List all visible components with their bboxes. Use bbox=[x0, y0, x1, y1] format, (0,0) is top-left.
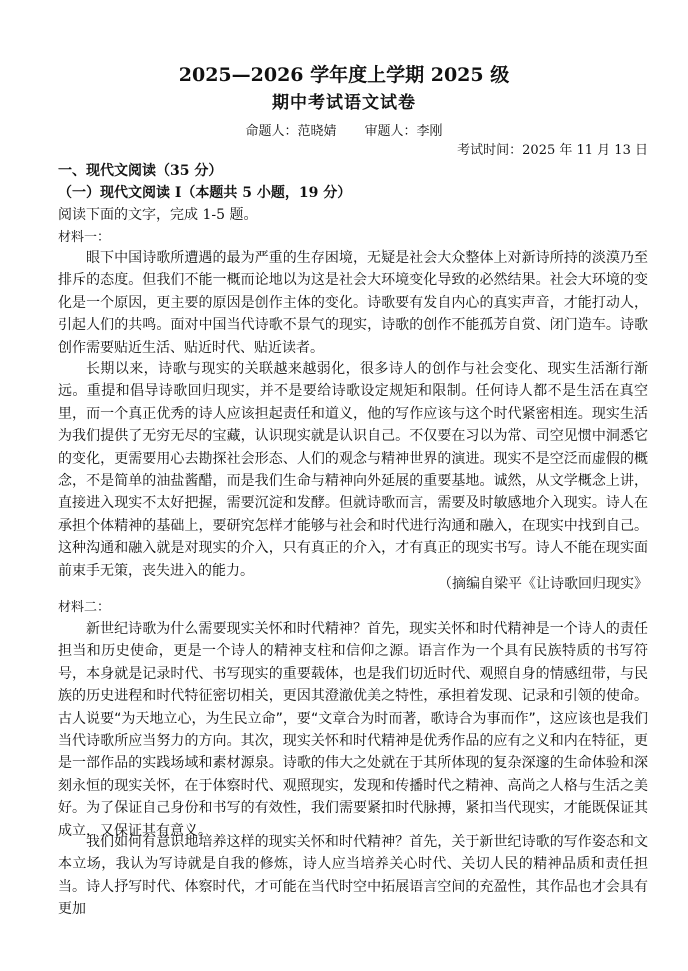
material2-paragraph-1: 新世纪诗歌为什么需要现实关怀和时代精神？首先，现实关怀和时代精神是一个诗人的责任担当和历史使命，更是一个诗人的精神支柱和信仰之源。语言作为一个具有民族特质的书写符号，本身就是记录时代、书写现实的重要载体，也是我们切近时代、观照自身的情感纽带，与民族的历史进程和时代特征密切相关，更因其澄澈优美之特性，承担着发现、记录和引领的使命。古人说要“为天地立心，为生民立命”，要“文章合为时而著，歌诗合为事而作”，这应该也是我们当代诗歌所应当努力的方向。其次，现实关怀和时代精神是优秀作品的应有之义和内在特征，更是一部作品的实践场域和素材源泉。诗歌的伟大之处就在于其所体现的复杂深邃的生命体验和深刻永恒的现实关怀，在于体察时代、观照现实，发现和传播时代之精神、高尚之人格与生活之美好。为了保证自己身份和书写的有效性，我们需要紧扣时代脉搏，紧扣当代现实，才能既保证其成立，又保证其有意义。 bbox=[58, 621, 648, 839]
material2-label: 材料二： bbox=[58, 600, 111, 615]
exam-time: 考试时间：2025 年 11 月 13 日 bbox=[457, 143, 648, 158]
exam-title: 2025—2026 学年度上学期 2025 级 bbox=[178, 64, 510, 86]
material2-paragraph-2: 我们如何有意识地培养这样的现实关怀和时代精神？首先，关于新世纪诗歌的写作姿态和文本立场，我认为写诗就是自我的修炼，诗人应当培养关心时代、关切人民的精神品质和责任担当。诗人抒写时代、体察时代，才可能在当代时空中拓展语言空间的充盈性，其作品也才会具有更加 bbox=[58, 834, 648, 918]
exam-subtitle: 期中考试语文试卷 bbox=[272, 93, 416, 113]
authors-line bbox=[0, 120, 688, 139]
instruction-text: 阅读下面的文字，完成 1-5 题。 bbox=[58, 207, 258, 223]
sub-heading: （一）现代文阅读 I（本题共 5 小题，19 分） bbox=[58, 185, 352, 201]
material1-source: （摘编自梁平《让诗歌回归现实》 bbox=[438, 576, 648, 592]
material1-paragraph-2: 长期以来，诗歌与现实的关联越来越弱化，很多诗人的创作与社会变化、现实生活渐行渐远。重提和倡导诗歌回归现实，并不是要给诗歌设定规矩和限制。任何诗人都不是生活在真空里，而一个真正优秀的诗人应该担起责任和道义，他的写作应该与这个时代紧密相连。现实生活为我们提供了无穷无尽的宝藏，认识现实就是认识自己。不仅要在习以为常、司空见惯中洞悉它的变化，更需要用心去勘探社会形态、人们的观念与精神世界的演进。现实不是空泛而虚假的概念，不是简单的油盐酱醋，而是我们生命与精神向外延展的重要基地。诚然，从文学概念上讲，直接进入现实不太好把握，需要沉淀和发酵。但就诗歌而言，需要及时敏感地介入现实。诗人在承担个体精神的基础上，要研究怎样才能够与社会和时代进行沟通和融入，在现实中找到自己。这种沟通和融入就是对现实的介入，只有真正的介入，才有真正的现实书写。诗人不能在现实面前束手无策，丧失进入的能力。 bbox=[58, 361, 648, 579]
material1-paragraph-1: 眼下中国诗歌所遭遇的最为严重的生存困境，无疑是社会大众整体上对新诗所持的淡漠乃至排斥的态度。但我们不能一概而论地以为这是社会大环境变化导致的必然结果。社会大环境的变化是一个原因，更主要的原因是创作主体的变化。诗歌要有发自内心的真实声音，才能打动人，引起人们的共鸣。面对中国当代诗歌不景气的现实，诗歌的创作不能孤芳自赏、闭门造车。诗歌创作需要贴近生活、贴近时代、贴近读者。 bbox=[58, 250, 648, 356]
material1-label: 材料一： bbox=[58, 230, 111, 245]
reviewer-text: 审题人：李刚 bbox=[364, 124, 443, 139]
setter-text: 命题人：范晓婧 bbox=[245, 124, 337, 139]
section-heading: 一、现代文阅读（35 分） bbox=[58, 163, 223, 179]
